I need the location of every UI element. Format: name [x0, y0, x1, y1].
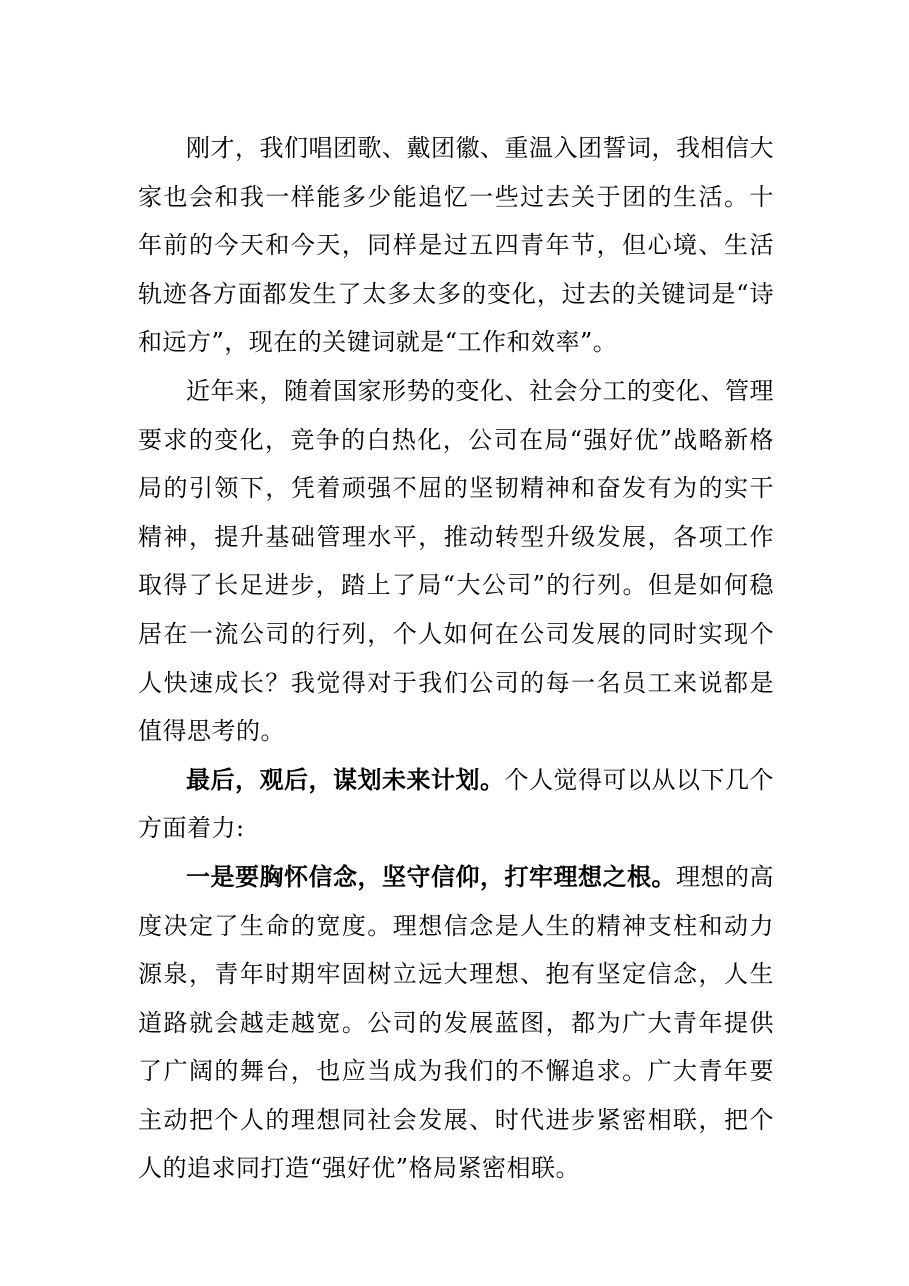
- paragraph-4-text: 理想的高度决定了生命的宽度。理想信念是人生的精神支柱和动力源泉，青年时期牢固树立远大理想、抱有坚定信念，人生道路就会越走越宽。公司的发展蓝图，都为广大青年提供了广阔的舞台，也应当成为我们的不懈追求。广大青年要主动把个人的理想同社会发展、时代进步紧密相联，把个人的追求同打造“强好优”格局紧密相联。: [138, 862, 774, 1183]
- paragraph-2: [138, 367, 774, 756]
- paragraph-3: [138, 756, 774, 853]
- paragraph-3-text: 个人觉得可以从以下几个方面着力:: [138, 765, 774, 843]
- document-page: [138, 124, 774, 1193]
- paragraph-1-text: 刚才，我们唱团歌、戴团徽、重温入团誓词，我相信大家也会和我一样能多少能追忆一些过去关于团的生活。十年前的今天和今天，同样是过五四青年节，但心境、生活轨迹各方面都发生了太多太多的变化，过去的关键词是“诗和远方”，现在的关键词就是“工作和效率”。: [138, 134, 774, 357]
- paragraph-2-text: 近年来，随着国家形势的变化、社会分工的变化、管理要求的变化，竞争的白热化，公司在局“强好优”战略新格局的引领下，凭着顽强不屈的坚韧精神和奋发有为的实干精神，提升基础管理水平，推动转型升级发展，各项工作取得了长足进步，踏上了局“大公司”的行列。但是如何稳居在一流公司的行列，个人如何在公司发展的同时实现个人快速成长？我觉得对于我们公司的每一名员工来说都是值得思考的。: [138, 376, 774, 746]
- paragraph-1: [138, 124, 774, 367]
- paragraph-3-lead: 最后，观后，谋划未来计划。: [186, 764, 505, 794]
- paragraph-4-lead: 一是要胸怀信念，坚守信仰，打牢理想之根。: [186, 861, 676, 891]
- paragraph-4: [138, 853, 774, 1193]
